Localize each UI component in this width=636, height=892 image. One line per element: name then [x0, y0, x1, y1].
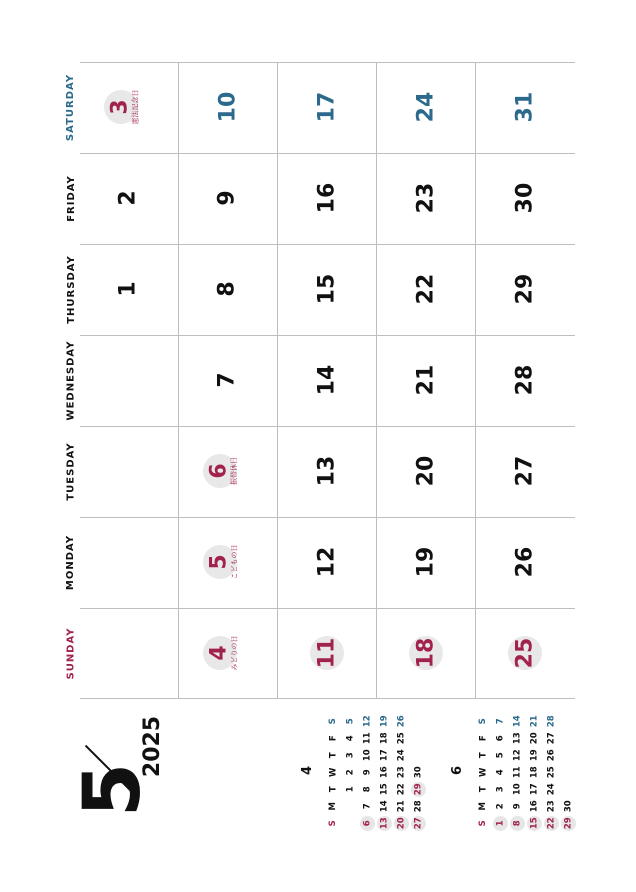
mini-calendar-day: 27 — [546, 732, 557, 745]
mini-calendar-day: 17 — [379, 749, 390, 762]
day-cell — [278, 62, 376, 152]
mini-calendar-day: 19 — [379, 715, 390, 728]
mini-calendar-day: 20 — [396, 817, 407, 830]
mini-calendar-day: 23 — [546, 800, 557, 813]
day-number: 10 — [215, 91, 240, 123]
day-number: 21 — [413, 364, 438, 396]
day-number: 4 — [207, 645, 232, 661]
day-cell — [476, 244, 574, 334]
mini-calendar-day: 16 — [379, 766, 390, 779]
day-number: 16 — [314, 182, 339, 214]
mini-calendar-day: 20 — [529, 732, 540, 745]
day-cell — [377, 335, 475, 425]
day-cell — [278, 335, 376, 425]
mini-calendar-next-month — [450, 713, 574, 832]
mini-calendar-weekday: S — [328, 718, 339, 725]
mini-calendar-weekday: M — [478, 802, 489, 811]
holiday-name: 振替休日 — [230, 457, 238, 485]
day-number: 13 — [314, 455, 339, 487]
mini-calendar-day: 26 — [396, 715, 407, 728]
mini-calendar-day: 4 — [345, 735, 356, 742]
day-number: 22 — [413, 273, 438, 305]
weekday-header-wednesday: WEDNESDAY — [65, 340, 77, 420]
mini-calendar-day: 23 — [396, 766, 407, 779]
mini-calendar-day: 27 — [413, 817, 424, 830]
mini-calendar-weekday: T — [328, 752, 339, 759]
day-cell — [179, 335, 277, 425]
mini-calendar-day: 6 — [495, 735, 506, 742]
weekday-header-saturday: SATURDAY — [65, 73, 77, 141]
mini-calendar-day: 18 — [529, 766, 540, 779]
day-cell — [476, 608, 574, 698]
mini-calendar-day: 3 — [345, 752, 356, 759]
mini-calendar-day: 30 — [413, 766, 424, 779]
holiday-name: こどもの日 — [230, 544, 238, 580]
mini-calendar-day: 29 — [413, 783, 424, 796]
day-number: 2 — [116, 190, 141, 206]
mini-calendar-day: 19 — [529, 749, 540, 762]
mini-calendar-day: 15 — [529, 817, 540, 830]
holiday-name: みどりの日 — [230, 635, 238, 671]
mini-calendar-month: 6 — [450, 765, 466, 775]
day-cell — [179, 62, 277, 152]
mini-calendar-day: 22 — [546, 817, 557, 830]
day-number: 9 — [215, 190, 240, 206]
day-cell — [476, 335, 574, 425]
day-cell — [179, 244, 277, 334]
mini-calendar-day: 1 — [345, 786, 356, 793]
mini-calendar-weekday: M — [328, 802, 339, 811]
mini-calendar-weekday: T — [478, 786, 489, 793]
day-cell — [476, 517, 574, 607]
day-number: 24 — [413, 91, 438, 123]
day-number: 23 — [413, 182, 438, 214]
mini-calendar-weekday: F — [478, 735, 489, 742]
day-cell — [377, 62, 475, 152]
day-number: 8 — [215, 281, 240, 297]
day-cell — [179, 153, 277, 243]
day-number: 7 — [215, 372, 240, 388]
day-cell — [377, 244, 475, 334]
day-number: 17 — [314, 91, 339, 123]
mini-calendar-day: 24 — [546, 783, 557, 796]
day-number: 25 — [512, 637, 537, 669]
mini-calendar-day: 13 — [512, 732, 523, 745]
day-cell — [80, 153, 178, 243]
day-cell — [80, 62, 178, 152]
day-cell — [377, 608, 475, 698]
mini-calendar-day: 13 — [379, 817, 390, 830]
day-cell — [476, 153, 574, 243]
day-number: 27 — [512, 455, 537, 487]
mini-calendar-month: 4 — [300, 765, 316, 775]
mini-calendar-day: 3 — [495, 786, 506, 793]
day-number: 15 — [314, 273, 339, 305]
mini-calendar-day: 12 — [362, 715, 373, 728]
month-label: 5 — [68, 762, 158, 818]
weekday-header-friday: FRIDAY — [65, 174, 77, 222]
day-number: 1 — [116, 281, 141, 297]
mini-calendar-day: 24 — [396, 749, 407, 762]
day-cell — [377, 517, 475, 607]
mini-calendar-day: 10 — [362, 749, 373, 762]
day-number: 18 — [413, 637, 438, 669]
day-number: 6 — [207, 463, 232, 479]
weekday-header-monday: MONDAY — [65, 534, 77, 590]
mini-calendar-day: 28 — [546, 715, 557, 728]
day-number: 12 — [314, 546, 339, 578]
weekday-header-tuesday: TUESDAY — [65, 441, 77, 501]
mini-calendar-day: 9 — [362, 769, 373, 776]
day-number: 14 — [314, 364, 339, 396]
mini-calendar-day: 10 — [512, 783, 523, 796]
day-cell — [278, 153, 376, 243]
day-cell — [278, 244, 376, 334]
day-cell — [80, 244, 178, 334]
day-number: 30 — [512, 182, 537, 214]
mini-calendar-day: 15 — [379, 783, 390, 796]
mini-calendar-weekday: W — [328, 767, 339, 778]
mini-calendar-day: 11 — [362, 732, 373, 745]
mini-calendar-day: 9 — [512, 803, 523, 810]
mini-calendar-previous-month — [300, 713, 424, 832]
day-cell — [377, 153, 475, 243]
day-cell — [179, 608, 277, 698]
mini-calendar-day: 30 — [563, 800, 574, 813]
day-cell — [476, 62, 574, 152]
mini-calendar-day: 5 — [495, 752, 506, 759]
mini-calendar-day: 21 — [529, 715, 540, 728]
day-cell — [377, 426, 475, 516]
year-label: 2025 — [140, 715, 166, 777]
mini-calendar-day: 8 — [362, 786, 373, 793]
mini-calendar-day: 25 — [396, 732, 407, 745]
mini-calendar-day: 11 — [512, 766, 523, 779]
mini-calendar-weekday: S — [478, 820, 489, 827]
day-number: 31 — [512, 91, 537, 123]
mini-calendar-weekday: S — [328, 820, 339, 827]
day-cell — [179, 517, 277, 607]
grid-line — [80, 698, 575, 699]
mini-calendar-day: 2 — [345, 769, 356, 776]
mini-calendar-day: 1 — [495, 820, 506, 827]
weekday-header-sunday: SUNDAY — [65, 626, 77, 680]
mini-calendar-day: 25 — [546, 766, 557, 779]
day-cell — [278, 426, 376, 516]
day-number: 3 — [108, 99, 133, 115]
mini-calendar-day: 26 — [546, 749, 557, 762]
mini-calendar-day: 6 — [362, 820, 373, 827]
mini-calendar-weekday: W — [478, 767, 489, 778]
day-number: 19 — [413, 546, 438, 578]
day-number: 5 — [207, 554, 232, 570]
mini-calendar-day: 14 — [512, 715, 523, 728]
day-number: 11 — [314, 637, 339, 669]
mini-calendar-weekday: T — [478, 752, 489, 759]
day-cell — [179, 426, 277, 516]
weekday-header-thursday: THURSDAY — [65, 254, 77, 324]
day-cell — [476, 426, 574, 516]
mini-calendar-day: 29 — [563, 817, 574, 830]
day-number: 20 — [413, 455, 438, 487]
mini-calendar-day: 18 — [379, 732, 390, 745]
mini-calendar-weekday: S — [478, 718, 489, 725]
day-number: 26 — [512, 546, 537, 578]
mini-calendar-day: 5 — [345, 718, 356, 725]
mini-calendar-day: 17 — [529, 783, 540, 796]
mini-calendar-day: 28 — [413, 800, 424, 813]
day-cell — [278, 517, 376, 607]
mini-calendar-day: 21 — [396, 800, 407, 813]
mini-calendar-day: 22 — [396, 783, 407, 796]
mini-calendar-weekday: T — [328, 786, 339, 793]
mini-calendar-day: 14 — [379, 800, 390, 813]
mini-calendar-day: 7 — [495, 718, 506, 725]
mini-calendar-day: 4 — [495, 769, 506, 776]
calendar-grid — [80, 62, 575, 698]
mini-calendar-day: 12 — [512, 749, 523, 762]
day-number: 28 — [512, 364, 537, 396]
holiday-name: 憲法記念日 — [131, 89, 139, 125]
day-cell — [278, 608, 376, 698]
mini-calendar-day: 16 — [529, 800, 540, 813]
mini-calendar-weekday: F — [328, 735, 339, 742]
day-number: 29 — [512, 273, 537, 305]
mini-calendar-day: 2 — [495, 803, 506, 810]
mini-calendar-day: 7 — [362, 803, 373, 810]
mini-calendar-day: 8 — [512, 820, 523, 827]
